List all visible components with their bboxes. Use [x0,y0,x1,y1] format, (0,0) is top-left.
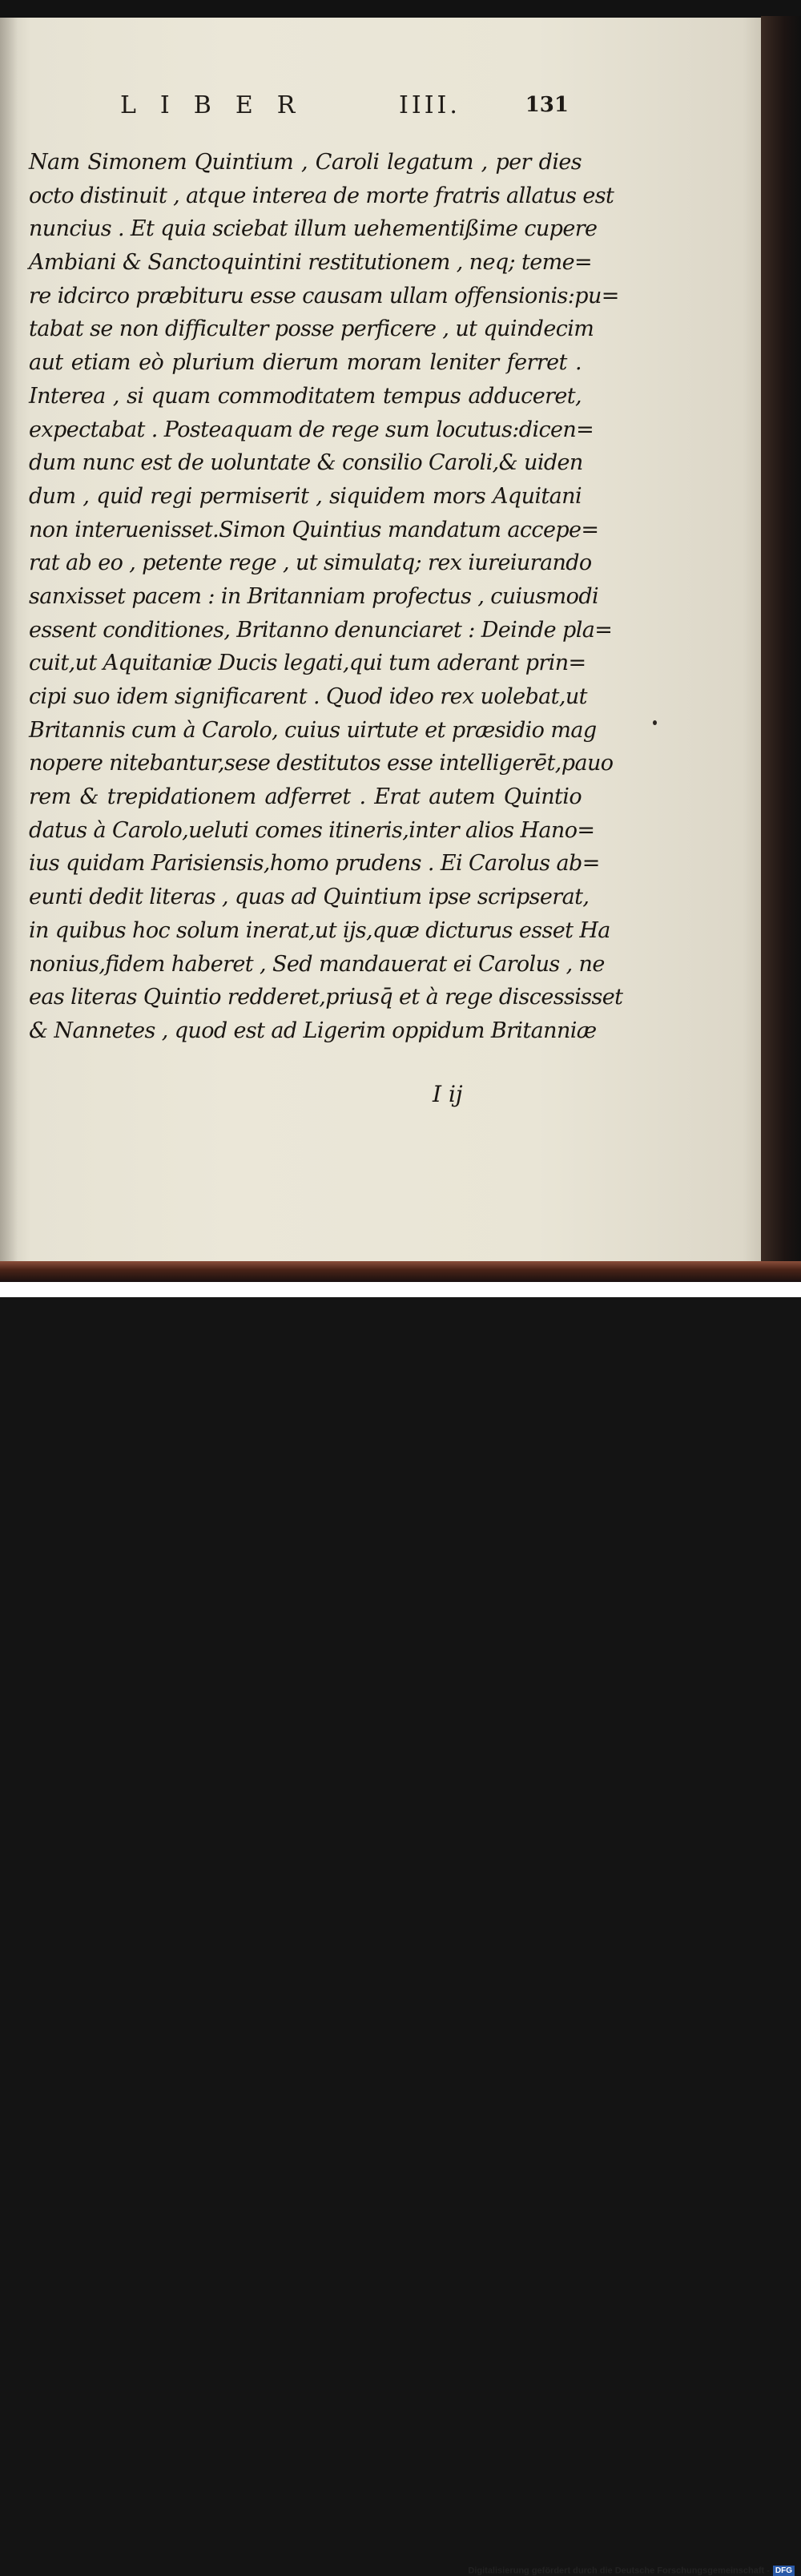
text-line: expectabat . Posteaquam de rege sum locutus:dicen= [29,417,594,442]
text-line: non interuenisset.Simon Quintius mandatum accepe= [29,517,599,542]
text-line: re idcirco præbituru esse causam ullam offensionis:pu= [29,283,619,308]
text-line: nopere nitebantur,sese destitutos esse intelligerēt,pauo [29,751,614,776]
credit-text: Digitalisierung gefördert durch die Deutsche Forschungsgemeinschaft - [468,2566,770,2576]
text-line: aut etiam eò plurium dierum moram leniter ferret . [29,350,582,376]
gutter-shadow [0,18,18,1264]
text-line: ius quidam Parisiensis,homo prudens . Ei Carolus ab= [29,851,600,877]
running-head-book-number: IIII. [399,91,461,119]
text-line: Britannis cum à Carolo, cuius uirtute et præsidio mag [29,717,597,743]
digitization-credit [468,2566,795,2576]
running-head [120,91,569,123]
text-line: dum , quid regi permiserit , siquidem mors Aquitani [29,483,582,509]
scan-top-border [0,0,801,18]
text-line: essent conditiones, Britanno denunciaret : Deinde pla= [29,617,613,643]
text-line: nuncius . Et quia sciebat illum uehementißime cupere [29,216,598,242]
book-edge-bottom [0,1261,801,1282]
text-line: rat ab eo , petente rege , ut simulatq; rex iureiurando [29,550,592,576]
text-line: cuit,ut Aquitaniæ Ducis legati,qui tum aderant prin= [29,651,586,676]
text-line: tabat se non difficulter posse perficere , ut quindecim [29,316,594,342]
text-line: datus à Carolo,ueluti comes itineris,inter alios Hano= [29,817,595,843]
text-line: eas literas Quintio redderet,priusq̄ et à rege discessisset [29,985,623,1010]
text-line: rem & trepidationem adferret . Erat autem Quintio [29,784,582,810]
text-line: eunti dedit literas , quas ad Quintium ipse scripserat, [29,885,590,910]
text-line: cipi suo idem significarent . Quod ideo rex uolebat,ut [29,684,587,709]
footer-strip [0,1282,801,2576]
text-line: nonius,fidem haberet , Sed mandauerat ei Carolus , ne [29,951,605,977]
text-line: & Nannetes , quod est ad Ligerim oppidum Britanniæ [29,1018,597,1043]
running-head-title: LIBER [120,91,320,119]
text-line: Nam Simonem Quintium , Caroli legatum , per dies [29,150,582,175]
book-page [0,18,767,1264]
text-line: octo distinuit , atque interea de morte fratris allatus est [29,183,614,208]
folio-number: 131 [525,93,569,117]
body-text [29,146,623,1048]
book-edge-right [761,16,801,1282]
text-line: sanxisset pacem : in Britanniam profectus , cuiusmodi [29,583,599,609]
text-line: in quibus hoc solum inerat,ut ijs,quæ dicturus esset Ha [29,917,610,943]
ink-speck [653,720,657,725]
text-line: Ambiani & Sanctoquintini restitutionem , neq; teme= [29,250,593,276]
text-line: Interea , si quam commoditatem tempus adduceret, [29,383,582,409]
dfg-logo: DFG [773,2566,795,2576]
text-line: dum nunc est de uoluntate & consilio Caroli,& uiden [29,450,583,476]
signature-mark: I ij [433,1081,463,1107]
